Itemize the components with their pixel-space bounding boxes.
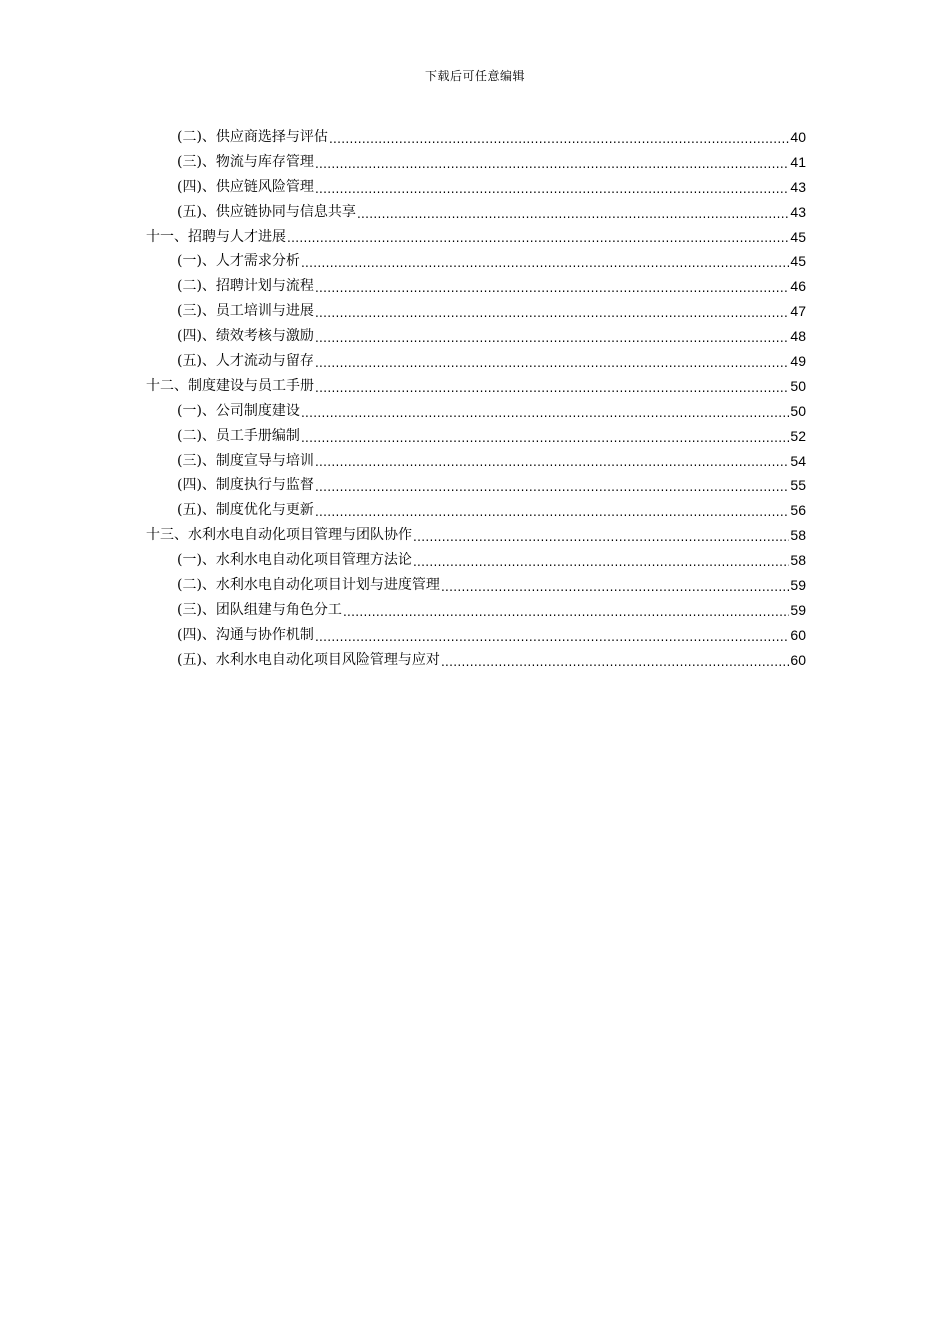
toc-dot-leader: [441, 651, 789, 673]
toc-entry-title: (四)、沟通与协作机制: [177, 626, 314, 643]
toc-dot-leader: [315, 626, 789, 648]
toc-entry-title: (三)、制度宣导与培训: [177, 452, 314, 469]
toc-page-number: 43: [790, 203, 806, 220]
toc-dot-leader: [301, 402, 789, 424]
toc-page-number: 59: [790, 577, 806, 594]
toc-entry-title: (三)、员工培训与进展: [177, 303, 314, 320]
toc-entry[interactable]: [146, 249, 806, 274]
toc-entry[interactable]: [146, 548, 806, 573]
toc-dot-leader: [315, 327, 789, 349]
toc-dot-leader: [315, 451, 789, 473]
toc-entry-title: (五)、制度优化与更新: [177, 502, 314, 519]
toc-dot-leader: [315, 153, 789, 175]
toc-dot-leader: [301, 252, 789, 274]
toc-dot-leader: [441, 576, 789, 598]
toc-dot-leader: [315, 178, 789, 200]
toc-page-number: 41: [790, 153, 806, 170]
table-of-contents: [146, 125, 806, 673]
toc-dot-leader: [315, 476, 789, 498]
toc-dot-leader: [357, 203, 789, 225]
toc-entry-title: (一)、人才需求分析: [177, 253, 300, 270]
toc-entry[interactable]: [146, 349, 806, 374]
toc-page-number: 46: [790, 278, 806, 295]
toc-entry[interactable]: [146, 498, 806, 523]
toc-dot-leader: [315, 277, 789, 299]
toc-entry-title: (二)、供应商选择与评估: [177, 128, 328, 145]
toc-dot-leader: [315, 377, 789, 399]
toc-entry[interactable]: [146, 424, 806, 449]
toc-entry-title: (四)、供应链风险管理: [177, 178, 314, 195]
toc-entry[interactable]: [146, 473, 806, 498]
toc-entry[interactable]: [146, 324, 806, 349]
toc-page-number: 50: [790, 377, 806, 394]
toc-entry[interactable]: [146, 399, 806, 424]
toc-page-number: 45: [790, 253, 806, 270]
toc-page-number: 54: [790, 452, 806, 469]
toc-entry-title: (五)、人才流动与留存: [177, 353, 314, 369]
toc-dot-leader: [343, 601, 789, 623]
toc-dot-leader: [329, 128, 789, 150]
header-note: 下载后可任意编辑: [424, 69, 525, 83]
toc-entry-title: (二)、员工手册编制: [177, 427, 300, 444]
toc-page-number: 47: [790, 303, 806, 320]
toc-entry[interactable]: [146, 648, 806, 673]
toc-entry[interactable]: [146, 125, 806, 150]
toc-dot-leader: [301, 427, 789, 449]
toc-entry-title: (四)、制度执行与监督: [177, 477, 314, 494]
toc-entry-title: (二)、水利水电自动化项目计划与进度管理: [177, 577, 440, 594]
toc-entry-title: 十二、制度建设与员工手册: [146, 377, 314, 394]
toc-entry[interactable]: [146, 523, 806, 548]
toc-page-number: 48: [790, 328, 806, 345]
toc-entry[interactable]: [146, 175, 806, 200]
toc-page-number: 49: [790, 353, 806, 369]
toc-dot-leader: [315, 352, 789, 374]
toc-entry-title: 十一、招聘与人才进展: [146, 228, 286, 245]
toc-entry[interactable]: [146, 573, 806, 598]
toc-page-number: 58: [790, 527, 806, 544]
toc-entry[interactable]: [146, 299, 806, 324]
toc-entry[interactable]: [146, 449, 806, 474]
toc-entry-title: (一)、公司制度建设: [177, 402, 300, 419]
toc-dot-leader: [315, 302, 789, 324]
toc-entry[interactable]: [146, 150, 806, 175]
toc-dot-leader: [413, 526, 789, 548]
toc-dot-leader: [287, 227, 789, 249]
toc-entry-title: (五)、供应链协同与信息共享: [177, 203, 356, 220]
toc-entry-title: (五)、水利水电自动化项目风险管理与应对: [177, 651, 440, 668]
toc-page-number: 59: [790, 601, 806, 618]
toc-entry[interactable]: [146, 374, 806, 399]
toc-page-number: 50: [790, 402, 806, 419]
toc-entry-title: (四)、绩效考核与激励: [177, 328, 314, 345]
toc-entry[interactable]: [146, 225, 806, 250]
toc-entry-title: (二)、招聘计划与流程: [177, 278, 314, 295]
toc-page-number: 45: [790, 228, 806, 245]
toc-entry[interactable]: [146, 623, 806, 648]
toc-entry[interactable]: [146, 200, 806, 225]
toc-dot-leader: [315, 501, 789, 523]
toc-page-number: 40: [790, 128, 806, 145]
toc-entry-title: (一)、水利水电自动化项目管理方法论: [177, 552, 412, 569]
toc-page-number: 60: [790, 651, 806, 668]
toc-page-number: 43: [790, 178, 806, 195]
toc-page-number: 52: [790, 427, 806, 444]
toc-page-number: 55: [790, 477, 806, 494]
toc-entry-title: 十三、水利水电自动化项目管理与团队协作: [146, 527, 412, 544]
toc-entry[interactable]: [146, 274, 806, 299]
toc-page-number: 58: [790, 552, 806, 569]
toc-dot-leader: [413, 551, 789, 573]
toc-page-number: 56: [790, 502, 806, 519]
toc-entry[interactable]: [146, 598, 806, 623]
toc-entry-title: (三)、团队组建与角色分工: [177, 601, 342, 618]
toc-entry-title: (三)、物流与库存管理: [177, 153, 314, 170]
toc-page-number: 60: [790, 626, 806, 643]
